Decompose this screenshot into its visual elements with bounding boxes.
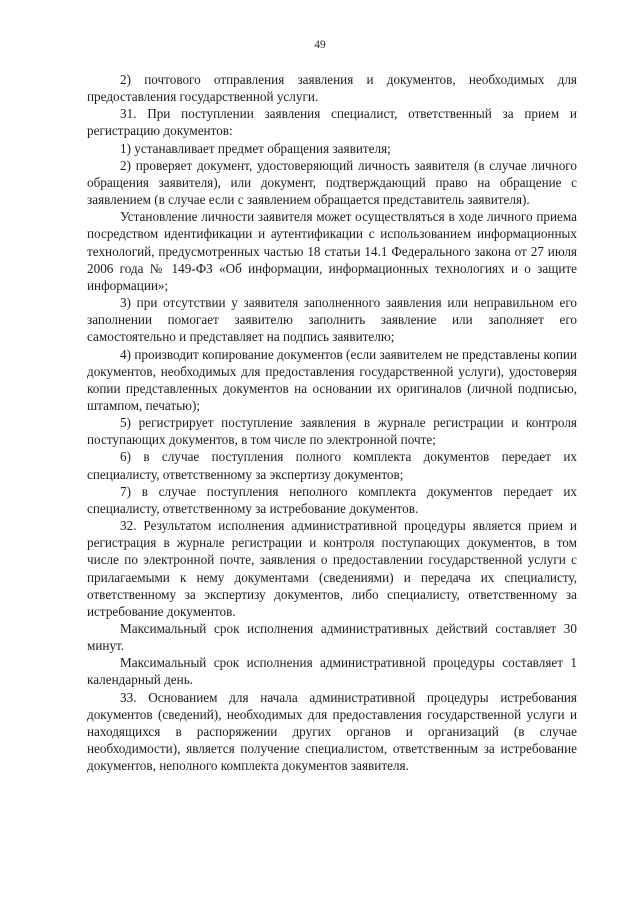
paragraph-31-item-5: 5) регистрирует поступление заявления в журнале регистрации и контроля поступающих документов, в том числе по электронной почте; <box>87 415 577 448</box>
paragraph-max-time-procedure: Максимальный срок исполнения административной процедуры составляет 1 календарный день. <box>87 655 577 688</box>
document-body <box>87 71 577 774</box>
page-number: 49 <box>314 39 326 51</box>
paragraph-33-grounds: 33. Основанием для начала административной процедуры истребования документов (сведений), необходимых для предоставления государственной услуги и находящихся в распоряжении других органов и организаций (в случае необходимости), является получение специалистом, ответственным за истребование документов, неполного комплекта документов заявителя. <box>87 689 577 774</box>
paragraph-32-result: 32. Результатом исполнения административной процедуры является прием и регистрация в журнале регистрации и контроля поступающих документов, в том числе по электронной почте, заявления о предоставлении государственной услуги с прилагаемыми к нему документами (сведениями) и передача их специалисту, ответственному за экспертизу документов, либо специалисту, ответственному за истребование документов. <box>87 518 577 619</box>
paragraph-identity-verification: Установление личности заявителя может осуществляться в ходе личного приема посредством идентификации и аутентификации с использованием информационных технологий, предусмотренных частью 18 статьи 14.1 Федерального закона от 27 июля 2006 года № 149-ФЗ «Об информации, информационных технологиях и о защите информации»; <box>87 209 577 293</box>
paragraph-max-time-actions: Максимальный срок исполнения административных действий составляет 30 минут. <box>87 621 577 654</box>
paragraph-31-item-7: 7) в случае поступления неполного комплекта документов передает их специалисту, ответственному за истребование документов. <box>87 483 577 516</box>
paragraph-31-item-4: 4) производит копирование документов (если заявителем не представлены копии документов, необходимых для предоставления государственной услуги), удостоверяя копии представленных документов на основании их оригиналов (личной подписью, штампом, печатью); <box>87 346 577 413</box>
paragraph-31-item-2: 2) проверяет документ, удостоверяющий личность заявителя (в случае личного обращения заявителя), или документ, подтверждающий право на обращение с заявлением (в случае если с заявлением обращается представитель заявителя). <box>87 157 577 208</box>
paragraph-31-item-3: 3) при отсутствии у заявителя заполненного заявления или неправильном его заполнении помогает заявителю заполнить заявление или заполняет его самостоятельно и представляет на подпись заявителю; <box>87 295 577 345</box>
paragraph-item-2-postal: 2) почтового отправления заявления и документов, необходимых для предоставления государственной услуги. <box>87 72 577 105</box>
paragraph-31-item-1: 1) устанавливает предмет обращения заявителя; <box>120 140 391 156</box>
paragraph-31-intro: 31. При поступлении заявления специалист, ответственный за прием и регистрацию документов: <box>87 106 577 139</box>
paragraph-31-item-6: 6) в случае поступления полного комплекта документов передает их специалисту, ответственному за экспертизу документов; <box>87 449 577 482</box>
